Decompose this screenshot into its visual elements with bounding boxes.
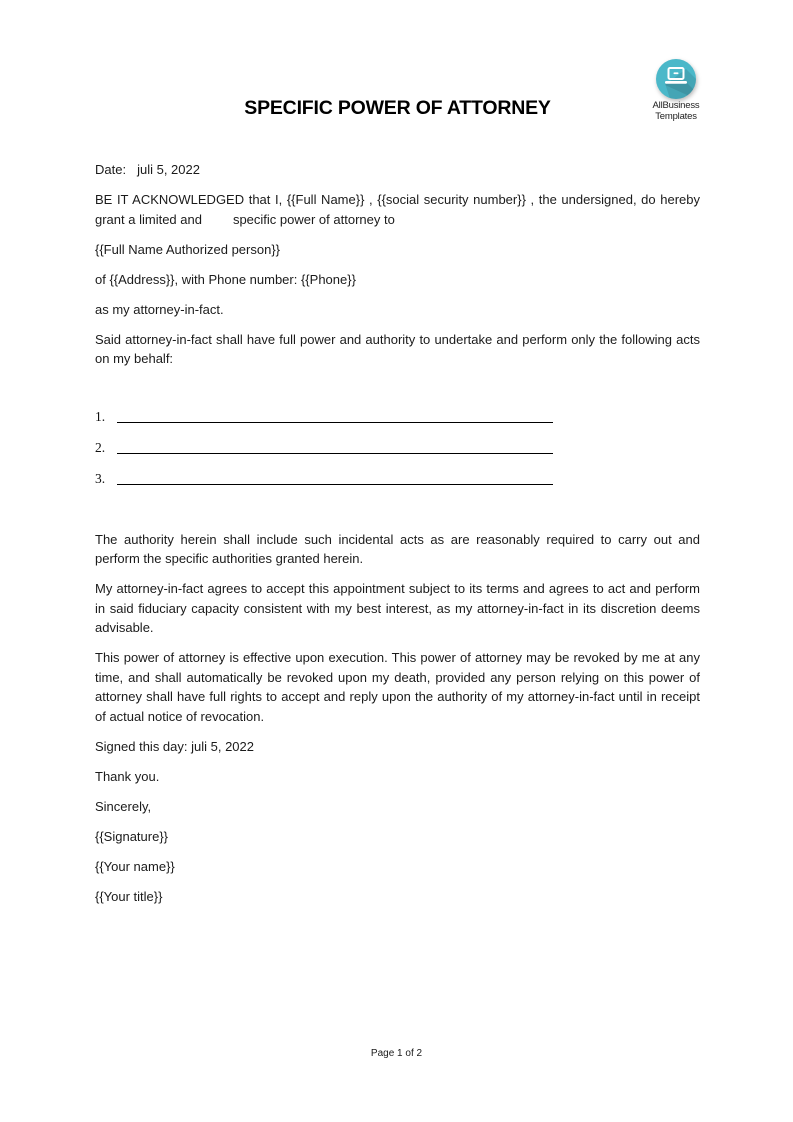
document-body — [95, 0, 700, 917]
address-phone-line: of {{Address}}, with Phone number: {{Phone}} — [95, 271, 356, 287]
blank-line-3 — [117, 468, 553, 485]
grant-limited-text: grant a limited and — [95, 211, 202, 227]
acknowledgement-line1: BE IT ACKNOWLEDGED that I, {{Full Name}} , {{social security number}} , the undersigned, do hereby — [95, 192, 700, 207]
attorney-in-fact-line: as my attorney-in-fact. — [95, 301, 224, 317]
sincerely-line: Sincerely, — [95, 798, 152, 814]
date-line — [95, 160, 700, 180]
document-title: SPECIFIC POWER OF ATTORNEY — [244, 97, 551, 119]
your-name-placeholder: {{Your name}} — [95, 858, 175, 874]
signature-placeholder: {{Signature}} — [95, 828, 169, 844]
act-item-3 — [95, 468, 700, 488]
specific-power-text: specific power of attorney to — [232, 211, 395, 227]
logo-brand-line2: Templates — [655, 110, 697, 122]
date-value: juli 5, 2022 — [137, 162, 200, 177]
thank-you-line: Thank you. — [95, 768, 160, 784]
act-number-3: 3. — [95, 470, 106, 486]
blank-line-1 — [117, 406, 553, 423]
act-item-2 — [95, 437, 700, 457]
acknowledgement-line2 — [95, 210, 700, 230]
authorized-person-placeholder: {{Full Name Authorized person}} — [95, 241, 281, 257]
date-label: Date: — [95, 162, 127, 177]
paragraph-authority: The authority herein shall include such incidental acts as are reasonably required to carry out and perform the specific authorities granted herein. — [95, 531, 700, 566]
acts-list — [95, 406, 700, 488]
paragraph-said-attorney: Said attorney-in-fact shall have full power and authority to undertake and perform only the following acts on my behalf: — [95, 331, 700, 366]
act-number-1: 1. — [95, 408, 106, 424]
blank-line-2 — [117, 437, 553, 454]
act-item-1 — [95, 406, 700, 426]
paragraph-effective: This power of attorney is effective upon execution. This power of attorney may be revoked by me at any time, and shall automatically be revoked upon my death, provided any person relying on this power of attorney shall have full rights to accept and reply upon the authority of my attorney-in-fact until in receipt of actual notice of revocation. — [95, 650, 700, 724]
paragraph-acknowledgement — [95, 190, 700, 229]
paragraph-agrees: My attorney-in-fact agrees to accept this appointment subject to its terms and agrees to act and perform in said fiduciary capacity consistent with my best interest, as my attorney-in-fact in its discretion deems advisable. — [95, 581, 700, 635]
your-title-placeholder: {{Your title}} — [95, 888, 163, 904]
act-number-2: 2. — [95, 439, 106, 455]
logo-brand-line1: AllBusiness — [652, 100, 700, 111]
signed-line: Signed this day: juli 5, 2022 — [95, 738, 254, 754]
page-footer: Page 1 of 2 — [370, 1048, 423, 1059]
